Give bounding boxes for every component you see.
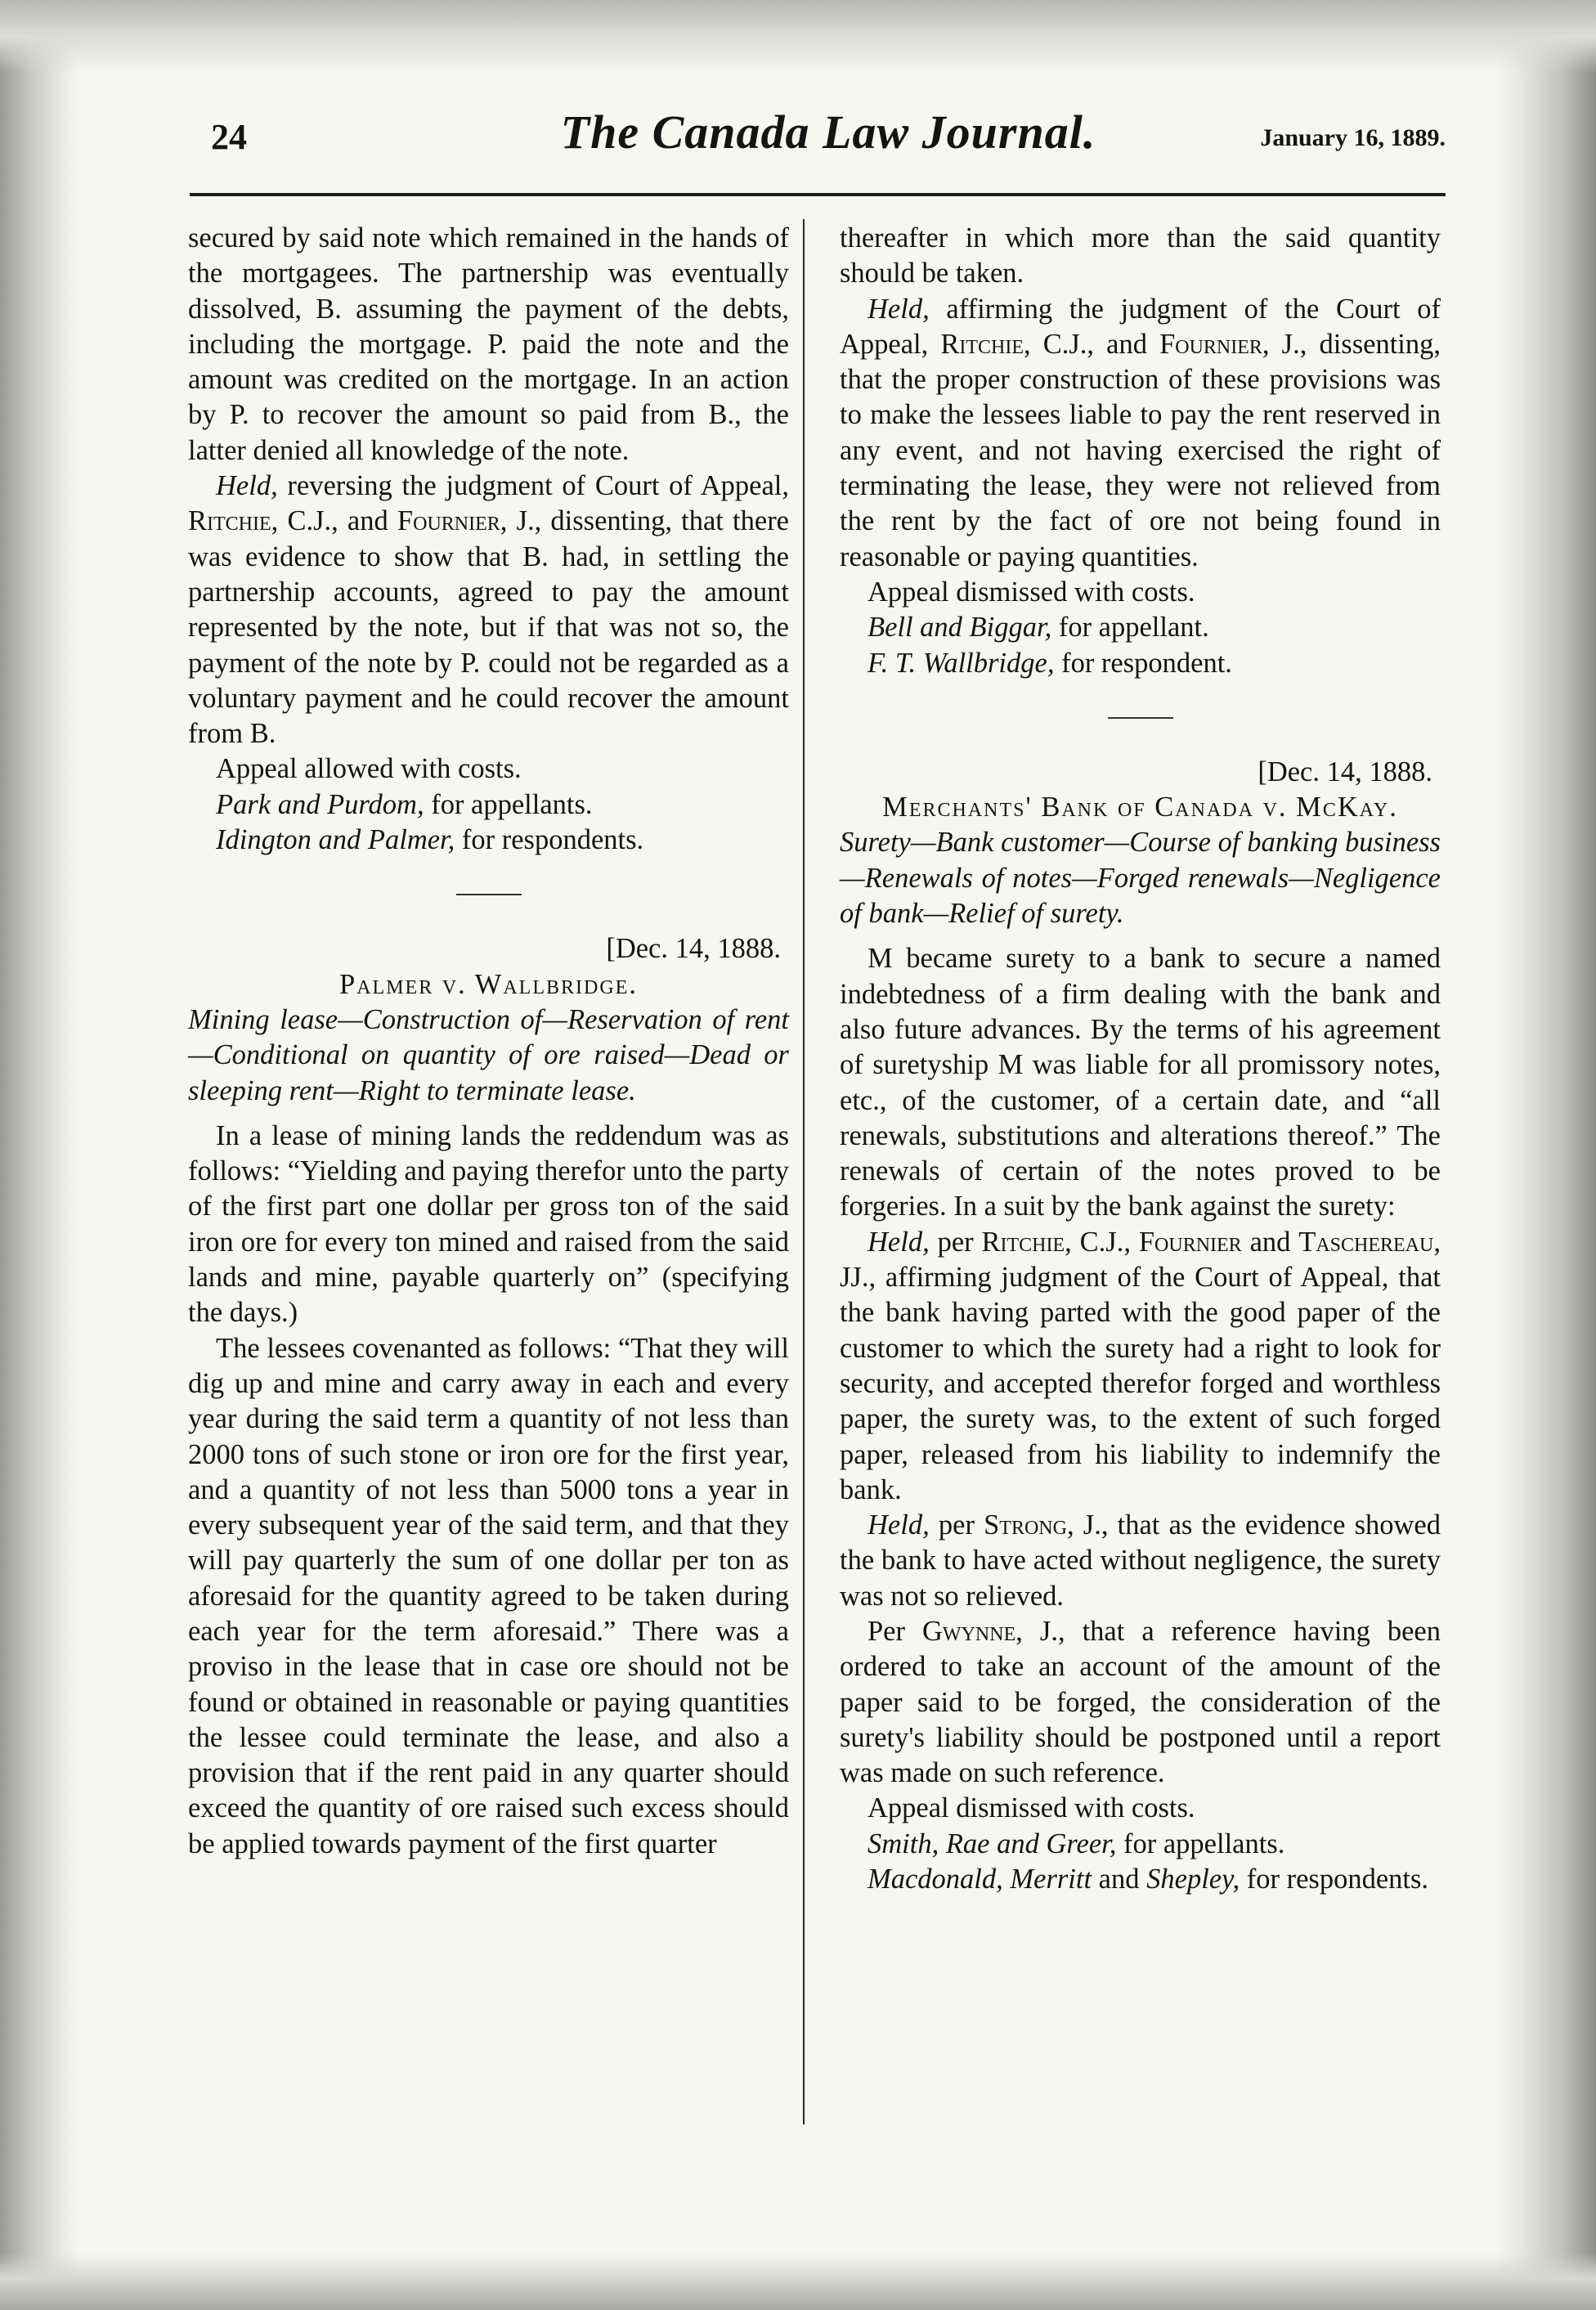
judge-name: Gwynne, — [922, 1615, 1023, 1647]
disposition: Appeal allowed with costs. — [216, 753, 522, 785]
continued-paragraph: thereafter in which more than the said quantity should be taken. — [840, 222, 1441, 289]
holding-text: per — [929, 1509, 984, 1541]
column-divider — [803, 219, 805, 2124]
holding-paragraph — [840, 1614, 1441, 1791]
counsel-role: for appellants. — [424, 788, 593, 820]
case-headnote: Mining lease—Construction of—Reservation of rent—Conditional on quantity of ore raised—Dead or sleeping rent—Right to terminate lease. — [188, 1003, 789, 1106]
judge-name: Strong, — [984, 1509, 1074, 1541]
counsel-role: for respondents. — [455, 824, 644, 856]
left-column — [188, 221, 789, 1862]
counsel-names: Macdonald, Merritt — [867, 1864, 1092, 1895]
case-date: [Dec. 14, 1888. — [1258, 756, 1432, 787]
counsel-line — [840, 1862, 1441, 1897]
page-edge-right — [1498, 0, 1596, 2310]
body-paragraph: M became surety to a bank to secure a named indebtedness of a firm dealing with the bank and also future advances. By the terms of his agreement of suretyship M was liable for all promissory notes, etc., of the customer, of a certain date, and “all renewals, substitutions and alterations thereof.” The renewals of certain of the notes proved to be forgeries. In a suit by the bank against the surety: — [840, 943, 1441, 1222]
holding-text: and — [1241, 1226, 1299, 1258]
counsel-role: for respondent. — [1054, 647, 1232, 679]
counsel-names: Shepley, — [1146, 1864, 1240, 1895]
holding-paragraph — [840, 1225, 1441, 1508]
holding-paragraph — [840, 292, 1441, 575]
page-number: 24 — [211, 117, 247, 157]
per-label: Per — [867, 1615, 923, 1647]
issue-date: January 16, 1889. — [1260, 124, 1446, 151]
counsel-names: Smith, Rae and Greer, — [867, 1828, 1117, 1859]
header-rule — [190, 193, 1446, 196]
body-paragraph: In a lease of mining lands the reddendum was as follows: “Yielding and paying therefor unto the party of the first part one dollar per gross ton of the said iron ore for every ton mined and raised from the said lands and mine, payable quarterly on” (specifying the days.) — [188, 1119, 789, 1329]
held-label: Held, — [867, 1509, 930, 1541]
judge-name: Fournier, — [397, 505, 508, 537]
holding-text: affirming the judgment of the Court of Appeal, — [840, 293, 1441, 360]
page-header — [211, 105, 1446, 170]
page-edge-bottom — [0, 2253, 1596, 2310]
continued-paragraph: secured by said note which remained in the hands of the mortgagees. The partnership was eventually dissolved, B. assuming the payment of the debts, including the mortgage. P. paid the note and the amount was credited on the mortgage. In an action by P. to recover the amount so paid from B., the latter denied all knowledge of the note. — [188, 222, 789, 466]
held-label: Held, — [867, 1226, 930, 1258]
spacer — [840, 931, 1441, 941]
case-headnote: Surety—Bank customer—Course of banking business—Renewals of notes—Forged renewals—Negligence of bank—Relief of surety. — [840, 827, 1441, 930]
right-column — [840, 221, 1441, 1897]
counsel-line — [188, 823, 789, 858]
holding-text: C.J., and — [1030, 328, 1160, 360]
journal-title: The Canada Law Journal. — [560, 105, 1096, 159]
disposition: Appeal dismissed with costs. — [867, 1792, 1195, 1824]
holding-text: J., that as the evidence showed the bank to have acted without negligence, the surety was not so relieved. — [840, 1509, 1441, 1612]
judge-name: Fournier — [1138, 1226, 1242, 1258]
holding-paragraph — [840, 1508, 1441, 1614]
case-title: Merchants' Bank of Canada v. McKay. — [882, 792, 1398, 823]
section-separator — [1108, 717, 1173, 719]
counsel-line — [840, 610, 1441, 645]
judge-name: Ritchie, — [981, 1226, 1072, 1258]
holding-text: C.J., — [1071, 1226, 1139, 1258]
disposition: Appeal dismissed with costs. — [867, 576, 1195, 608]
holding-text: J., dissenting, that there was evidence to show that B. had, in settling the partnership accounts, agreed to pay the amount represented by the note, but if that was not so, the payment of the note by P. could not be regarded as a voluntary payment and he could recover the amount from B. — [188, 505, 789, 750]
counsel-line — [840, 1827, 1441, 1862]
holding-text: J., dissenting, that the proper construction of these provisions was to make the lessees liable to pay the rent reserved in any event, and not having exercised the right of terminating the lease, they were not relieved from the rent by the fact of ore not being found in reasonable or paying quantities. — [840, 328, 1441, 572]
counsel-conjunction: and — [1092, 1864, 1147, 1895]
page-edge-top — [0, 0, 1596, 74]
judge-name: Fournier, — [1159, 328, 1270, 360]
judge-name: Ritchie, — [940, 328, 1031, 360]
case-date: [Dec. 14, 1888. — [606, 933, 781, 965]
judge-name: Ritchie, — [188, 505, 279, 537]
counsel-names: Bell and Biggar, — [867, 612, 1052, 644]
counsel-names: Idington and Palmer, — [216, 824, 455, 856]
holding-text: JJ., affirming judgment of the Court of Appeal, that the bank having parted with the good paper of the customer to which the surety had a right to look for security, and accepted therefor forged and worthless paper, the surety was, to the extent of such forged paper, released from his liability to indemnify the bank. — [840, 1262, 1441, 1505]
body-paragraph: The lessees covenanted as follows: “That they will dig up and mine and carry away in each and every year during the said term a quantity of not less than 2000 tons of such stone or iron ore for the first year, and a quantity of not less than 5000 tons a year in every subsequent year of the said term, and that they will pay quarterly the sum of one dollar per ton as aforesaid for the quantity agreed to be taken during each year for the term aforesaid.” There was a proviso in the lease that in case ore should not be found or obtained in reasonable or paying quantities the lessee could terminate the lease, and also a provision that if the rent paid in any quarter should exceed the quantity of ore raised such excess should be applied towards payment of the first quarter — [188, 1332, 789, 1859]
held-label: Held, — [867, 293, 930, 325]
page-edge-left — [0, 0, 78, 2310]
holding-text: C.J., and — [278, 505, 397, 537]
case-title: Palmer v. Wallbridge. — [339, 968, 638, 1000]
counsel-names: F. T. Wallbridge, — [867, 647, 1055, 679]
counsel-names: Park and Purdom, — [216, 788, 424, 820]
spacer — [188, 1109, 789, 1119]
judge-name: Taschereau, — [1298, 1226, 1441, 1258]
holding-paragraph — [188, 469, 789, 751]
section-separator — [456, 894, 522, 895]
counsel-line — [840, 646, 1441, 681]
counsel-line — [188, 787, 789, 823]
counsel-role: for appellants. — [1116, 1828, 1285, 1859]
holding-text: J., that a reference having been ordered to take an account of the amount of the paper said to be forged, the consideration of the surety's liability should be postponed until a report was made on such reference. — [840, 1615, 1441, 1789]
holding-text: reversing the judgment of Court of Appeal, — [277, 470, 789, 502]
counsel-role: for respondents. — [1240, 1864, 1429, 1895]
holding-text: per — [929, 1226, 982, 1258]
counsel-role: for appellant. — [1051, 612, 1209, 644]
held-label: Held, — [216, 470, 278, 502]
